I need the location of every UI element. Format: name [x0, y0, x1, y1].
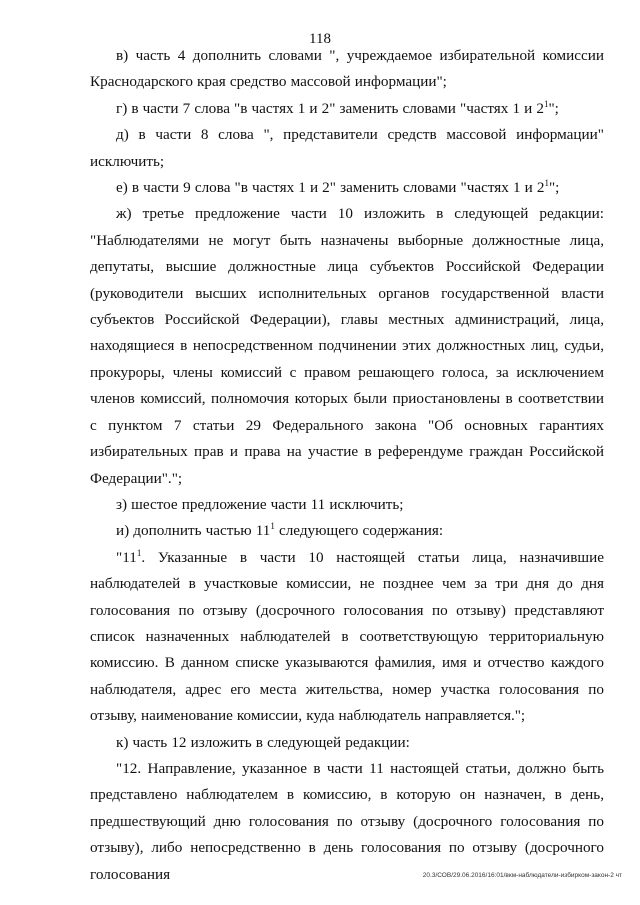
paragraph-z: з) шестое предложение части 11 исключить;	[116, 495, 404, 513]
paragraph-k: к) часть 12 изложить в следующей редакции:	[116, 733, 410, 751]
paragraph-g: г) в части 7 слова "в частях 1 и 2" заменить словами "частях 1 и $2^1$";	[116, 98, 559, 117]
paragraph-d: д) в части 8 слова ", представители средств массовой информации" исключить;	[90, 126, 604, 170]
paragraph-part-11-1: "$11^1$. Указанные в части 10 настоящей статьи лица, назначившие наблюдателей в участковые комиссии, не позднее чем за три дня до дня голосования по отзыву (досрочного голосования по отзыву) представляют список назначенных наблюдателей в соответствующую территориальную комиссию. В данном списке указываются фамилия, имя и отчество каждого наблюдателя, адрес его места жительства, номер участка голосования по отзыву, наименование комиссии, куда наблюдатель направляется.";	[90, 547, 604, 725]
document-footer: 20.3/СОВ/29.06.2016/16:01/вкм-наблюдатели-избирком-закон-2 чт	[422, 872, 622, 879]
superscript: 1	[136, 547, 142, 558]
superscript: 1	[270, 521, 275, 532]
paragraph-part-12: "12. Направление, указанное в части 11 настоящей статьи, должно быть представлено наблюдателем в комиссию, в которую он назначен, в день, предшествующий дню голосования по отзыву (досрочного голосования по отзыву), либо непосредственно в день голосования по отзыву (досрочного голосования	[90, 759, 604, 883]
document-body	[90, 43, 604, 888]
paragraph-i: и) дополнить частью $11^1$ следующего содержания:	[116, 521, 444, 540]
paragraph-zh: ж) третье предложение части 10 изложить в следующей редакции: "Наблюдателями не могут быть назначены выборные должностные лица, депутаты, высшие должностные лица субъектов Российской Федерации (руководители высших исполнительных органов государственной власти субъектов Российской Федерации), главы местных администраций, лица, находящиеся в непосредственном подчинении этих должностных лиц, судьи, прокуроры, члены комиссий с правом решающего голоса, за исключением членов комиссий, полномочия которых были приостановлены в соответствии с пунктом 7 статьи 29 Федерального закона "Об основных гарантиях избирательных прав и права на участие в референдуме граждан Российской Федерации".";	[90, 205, 604, 487]
paragraph-e: е) в части 9 слова "в частях 1 и 2" заменить словами "частях 1 и $2^1$";	[116, 178, 560, 197]
superscript: 1	[543, 98, 549, 109]
paragraph-v: в) часть 4 дополнить словами ", учреждаемое избирательной комиссии Краснодарского края средство массовой информации";	[90, 47, 604, 91]
superscript: 1	[544, 178, 549, 189]
page-number: 118	[309, 31, 331, 47]
